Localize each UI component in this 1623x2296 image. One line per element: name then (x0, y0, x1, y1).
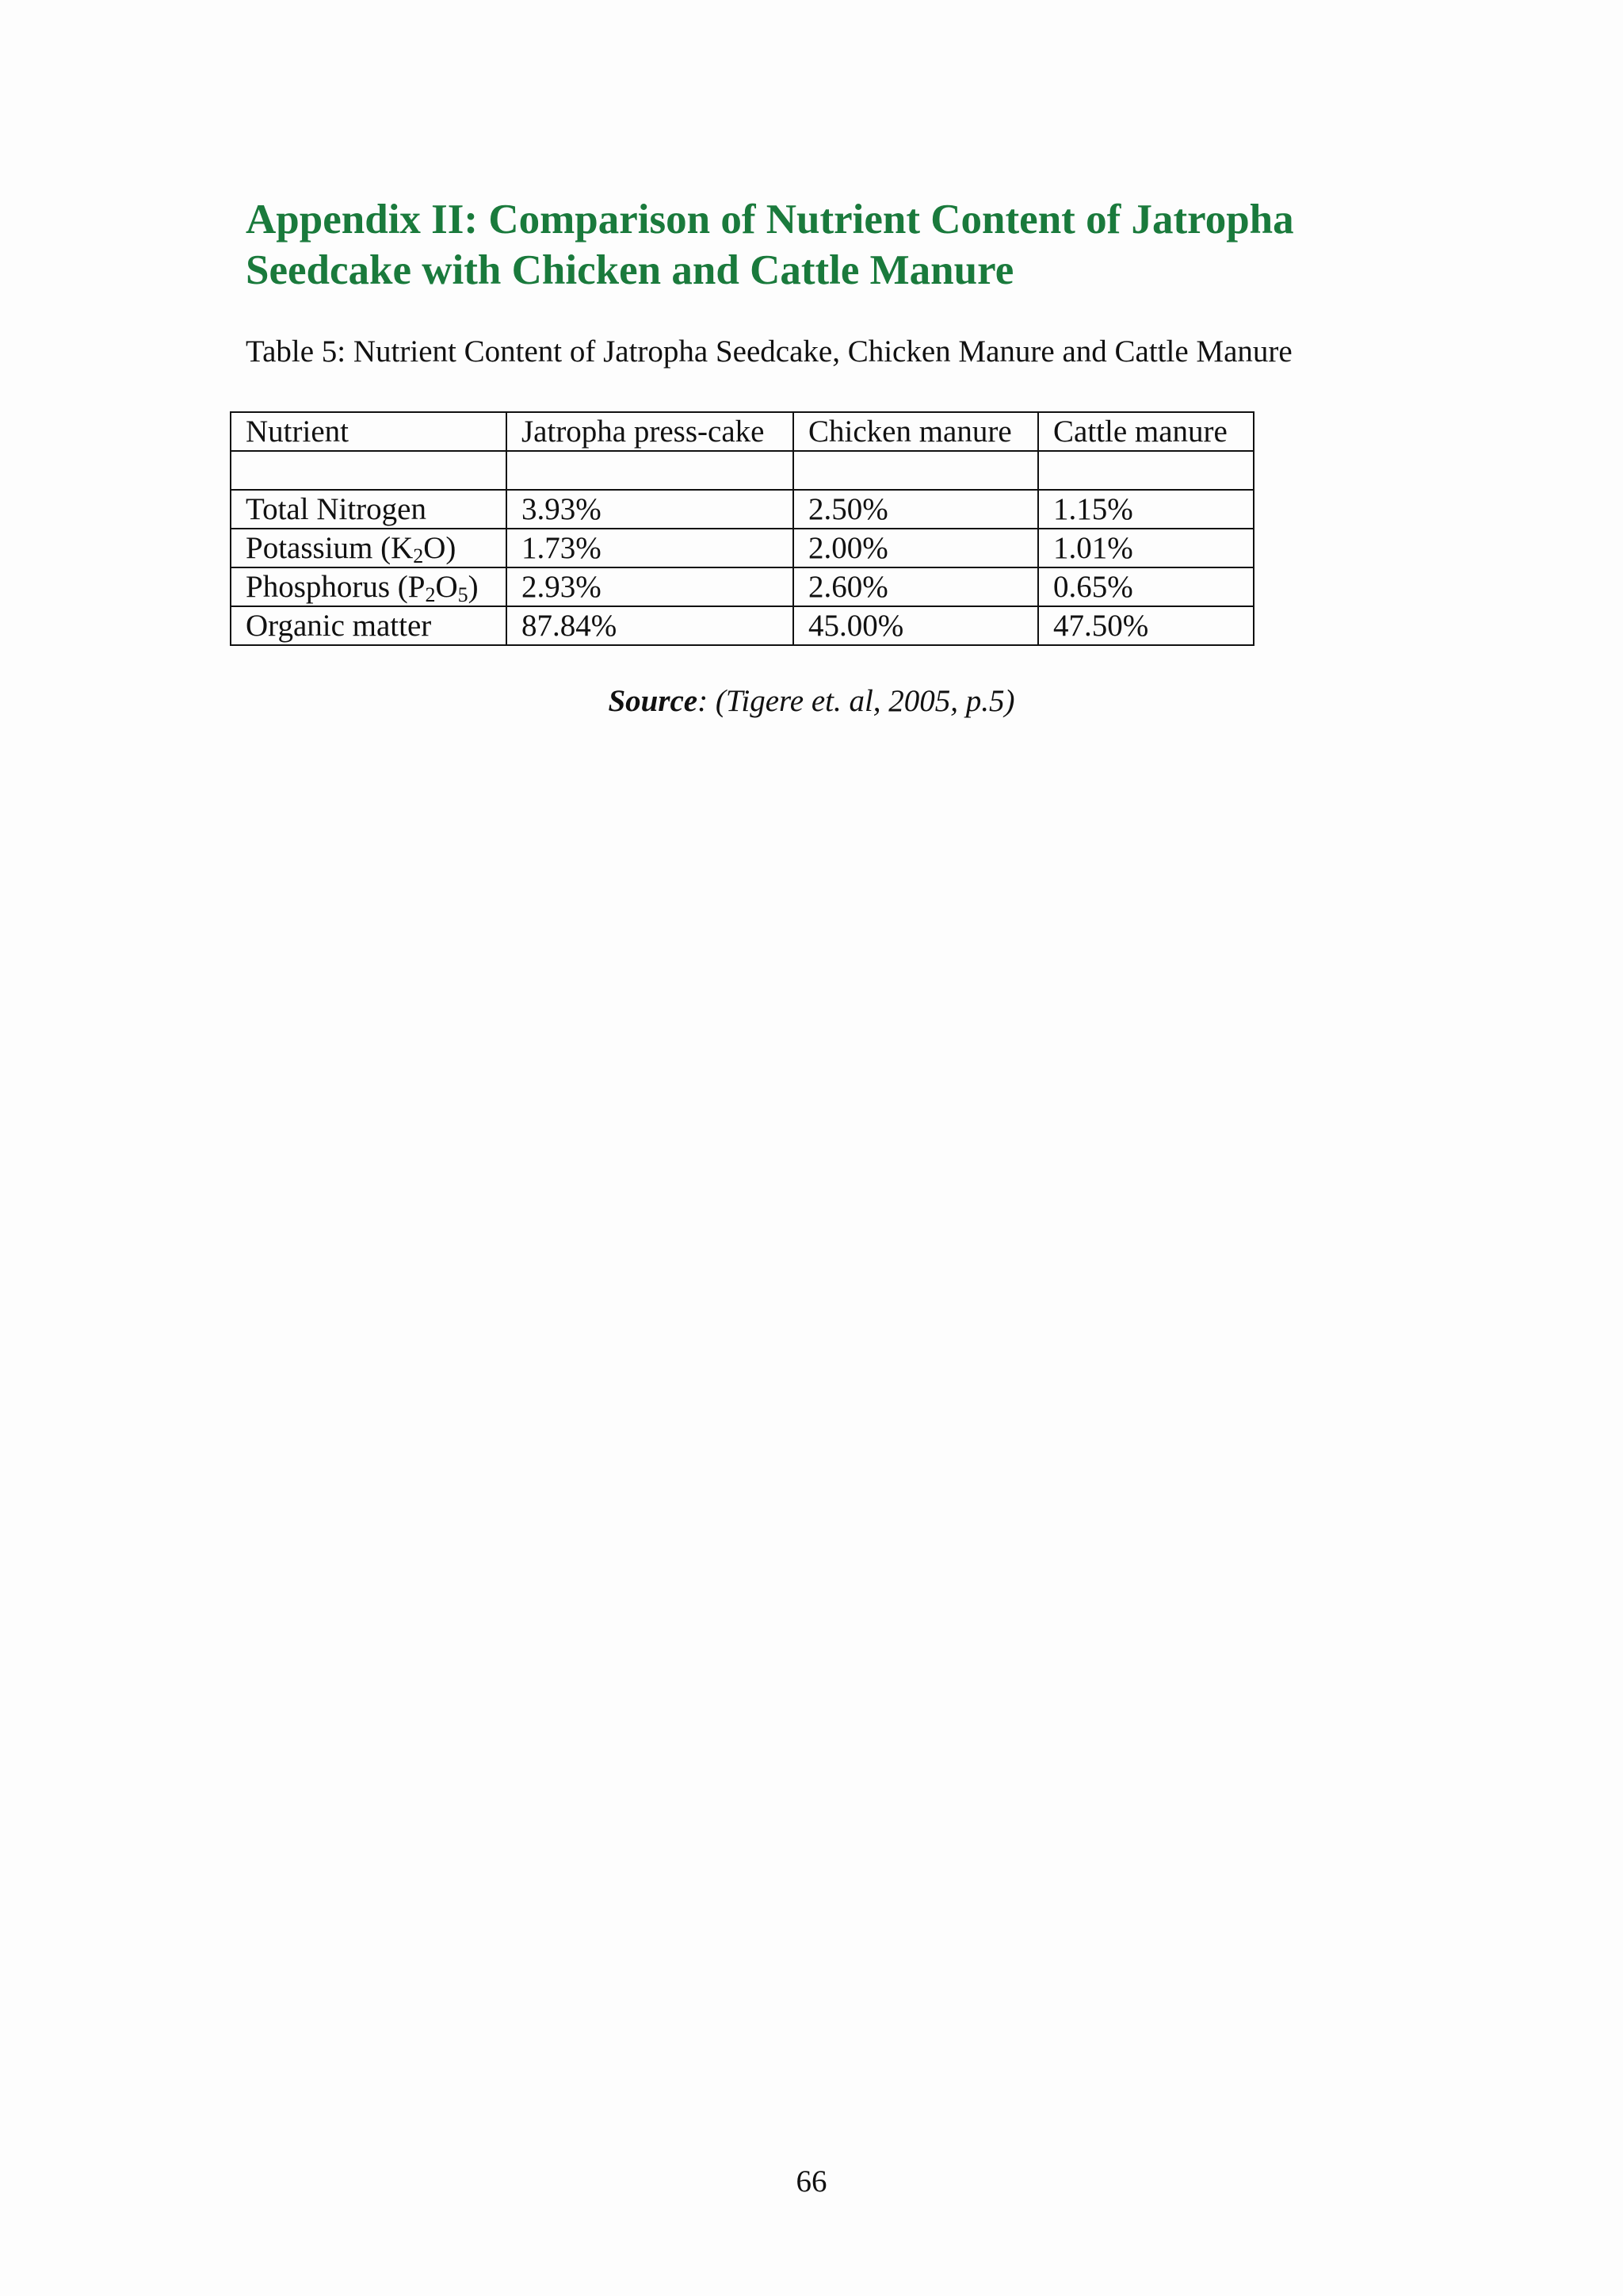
nutrient-table (230, 411, 1254, 646)
nutrient-name: Potassium $(K_2O)$ (231, 529, 506, 567)
source-label: Source (608, 684, 698, 718)
chicken-value: 45.00% (793, 606, 1038, 645)
table-row (231, 490, 1254, 529)
cattle-value: 1.15% (1038, 490, 1254, 529)
nutrient-name: Organic matter (231, 606, 506, 645)
page-number: 66 (796, 2164, 827, 2199)
jatropha-value: 87.84% (506, 606, 793, 645)
table-empty-row (231, 451, 1254, 490)
cattle-value: 0.65% (1038, 567, 1254, 606)
table-header-row (231, 412, 1254, 451)
source-text: : (Tigere et. al, 2005, p.5) (697, 684, 1015, 718)
table-row (231, 567, 1254, 606)
chicken-value: 2.60% (793, 567, 1038, 606)
appendix-heading (246, 194, 1434, 296)
cattle-value: 47.50% (1038, 606, 1254, 645)
header-nutrient: Nutrient (231, 412, 506, 451)
nutrient-name: Phosphorus $(P_2O_5)$ (231, 567, 506, 606)
table-cell (231, 451, 506, 490)
table-row (231, 606, 1254, 645)
header-chicken: Chicken manure (793, 412, 1038, 451)
appendix-heading-line-1: Appendix II: Comparison of Nutrient Content of Jatropha (246, 197, 1294, 243)
nutrient-name: Total Nitrogen (231, 490, 506, 529)
chicken-value: 2.50% (793, 490, 1038, 529)
jatropha-value: 3.93% (506, 490, 793, 529)
cattle-value: 1.01% (1038, 529, 1254, 567)
jatropha-value: 2.93% (506, 567, 793, 606)
table-caption: Table 5: Nutrient Content of Jatropha Seedcake, Chicken Manure and Cattle Manure (246, 334, 1293, 369)
appendix-heading-line-2: Seedcake with Chicken and Cattle Manure (246, 247, 1014, 293)
table-cell (506, 451, 793, 490)
jatropha-value: 1.73% (506, 529, 793, 567)
table-cell (1038, 451, 1254, 490)
table-cell (793, 451, 1038, 490)
chicken-value: 2.00% (793, 529, 1038, 567)
source-citation (0, 683, 1623, 719)
header-jatropha: Jatropha press-cake (506, 412, 793, 451)
header-cattle: Cattle manure (1038, 412, 1254, 451)
table-row (231, 529, 1254, 567)
